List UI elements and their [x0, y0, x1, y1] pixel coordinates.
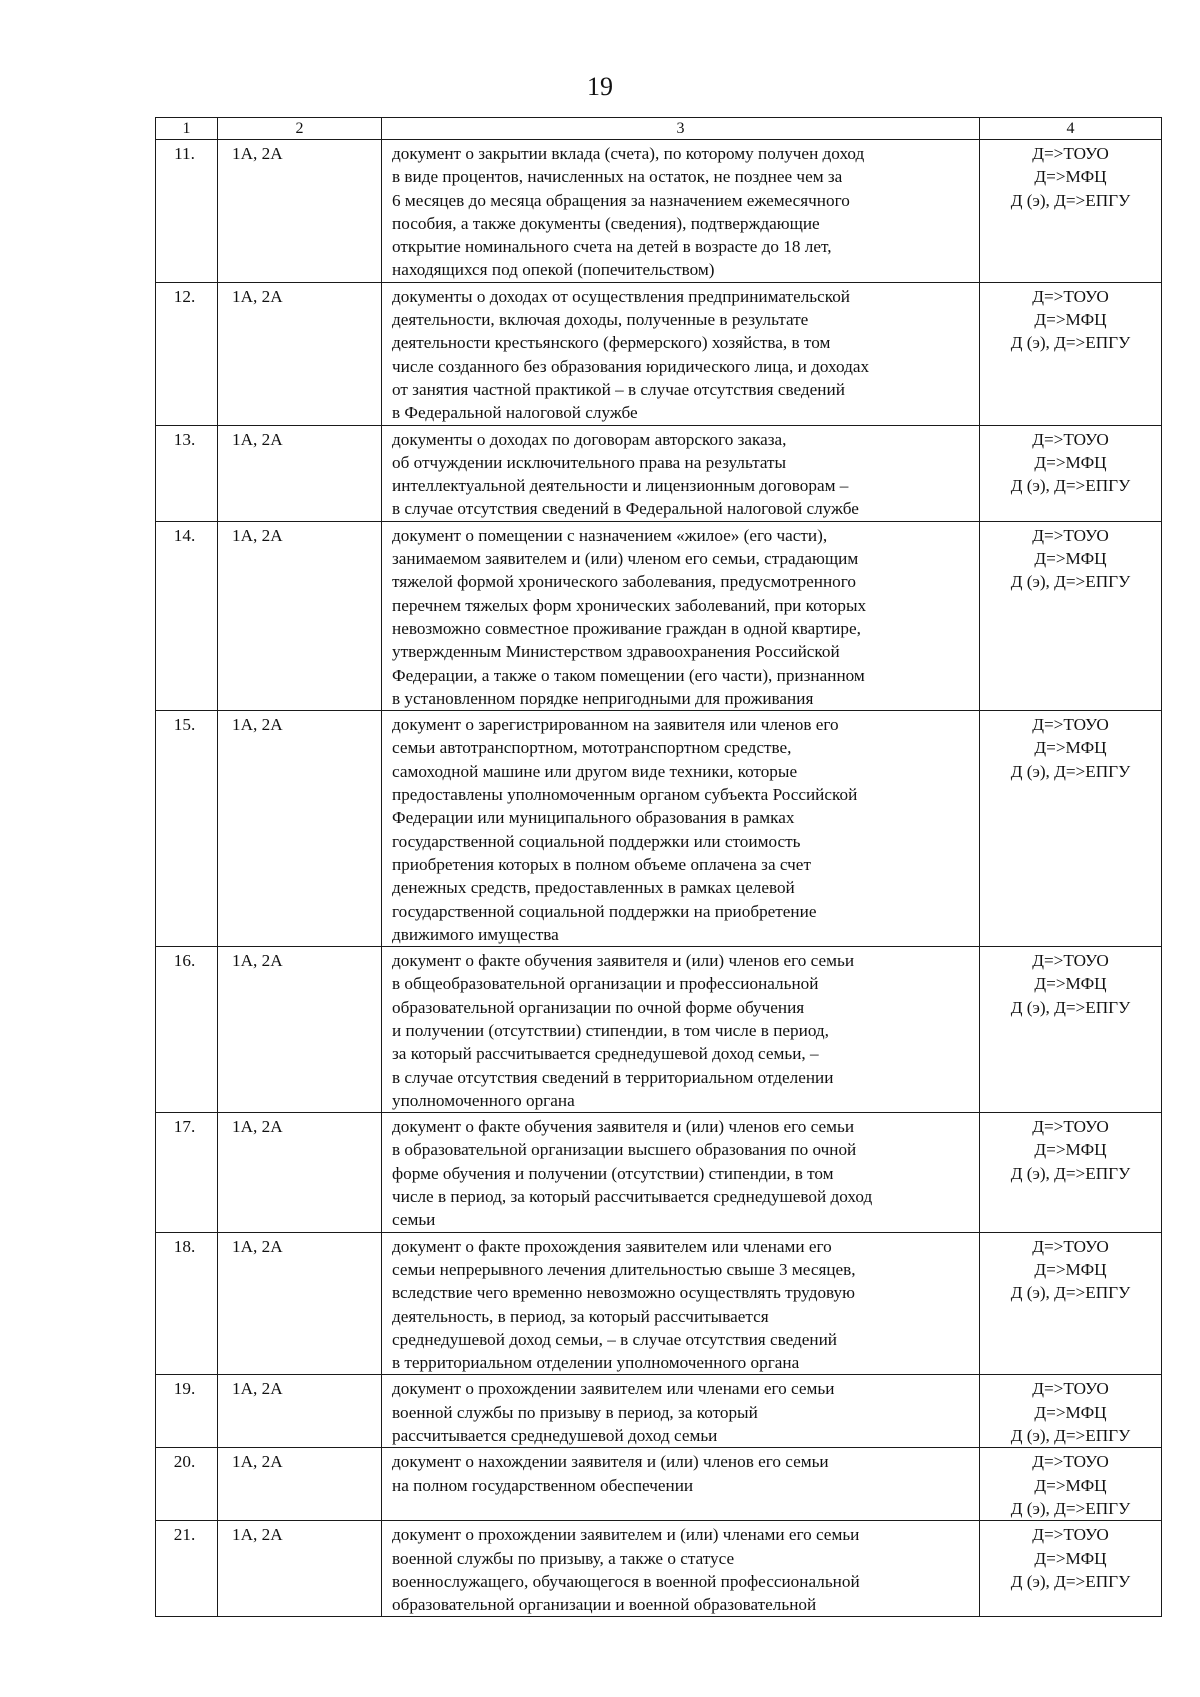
- submission-channel: Д=>ТОУО: [1032, 951, 1109, 971]
- description-line: документ о зарегистрированном на заявителя или членов его: [392, 715, 839, 735]
- description-line: 6 месяцев до месяца обращения за назначением ежемесячного: [392, 190, 850, 210]
- row-number: 16.: [156, 947, 218, 1113]
- row-number: 18.: [156, 1232, 218, 1375]
- description-line: числе в период, за который рассчитывается среднедушевой доход: [392, 1187, 873, 1207]
- description-line: денежных средств, предоставленных в рамках целевой: [392, 878, 795, 898]
- row-number: 19.: [156, 1375, 218, 1448]
- description-line: и получении (отсутствии) стипендии, в том числе в период,: [392, 1020, 829, 1040]
- description-line: в Федеральной налоговой службе: [392, 403, 638, 423]
- description-line: документ о прохождении заявителем и (или) членами его семьи: [392, 1525, 860, 1545]
- description-line: документ о факте обучения заявителя и (или) членов его семьи: [392, 1117, 855, 1137]
- submission-channel: Д (э), Д=>ЕПГУ: [1010, 1163, 1131, 1183]
- description-line: за который рассчитывается среднедушевой доход семьи, –: [392, 1044, 819, 1064]
- submission-channel: Д (э), Д=>ЕПГУ: [1010, 1498, 1131, 1518]
- row-description: [382, 1448, 980, 1521]
- description-line: предоставлены уполномоченным органом субъекта Российской: [392, 785, 858, 805]
- row-number: 12.: [156, 282, 218, 425]
- description-line: документ о факте обучения заявителя и (или) членов его семьи: [392, 951, 855, 971]
- submission-channel: Д=>МФЦ: [1034, 310, 1107, 330]
- submission-channel: Д=>ТОУО: [1032, 286, 1109, 306]
- description-line: пособия, а также документы (сведения), подтверждающие: [392, 213, 820, 233]
- description-line: на полном государственном обеспечении: [392, 1475, 694, 1495]
- description-line: самоходной машине или другом виде техники, которые: [392, 761, 798, 781]
- submission-channel: Д=>МФЦ: [1034, 1259, 1107, 1279]
- description-line: форме обучения и получении (отсутствии) стипендии, в том: [392, 1163, 834, 1183]
- description-line: военной службы по призыву в период, за который: [392, 1402, 758, 1422]
- submission-channel: Д=>МФЦ: [1034, 549, 1107, 569]
- description-line: рассчитывается среднедушевой доход семьи: [392, 1426, 718, 1446]
- description-line: документы о доходах от осуществления предпринимательской: [392, 286, 851, 306]
- table-row: [156, 425, 1162, 521]
- row-submission-channels: [980, 1375, 1162, 1448]
- submission-channel: Д=>ТОУО: [1032, 715, 1109, 735]
- description-line: Федерации или муниципального образования в рамках: [392, 808, 795, 828]
- description-line: семьи: [392, 1210, 436, 1230]
- description-line: семьи автотранспортном, мототранспортном средстве,: [392, 738, 792, 758]
- row-code: 1А, 2А: [218, 1448, 382, 1521]
- row-description: [382, 282, 980, 425]
- description-line: интеллектуальной деятельности и лицензионным договорам –: [392, 476, 849, 496]
- table-row: [156, 282, 1162, 425]
- submission-channel: Д=>МФЦ: [1034, 452, 1107, 472]
- description-line: деятельности крестьянского (фермерского) хозяйства, в том: [392, 333, 831, 353]
- row-number: 21.: [156, 1521, 218, 1617]
- row-submission-channels: [980, 1448, 1162, 1521]
- row-submission-channels: [980, 1521, 1162, 1617]
- submission-channel: Д=>МФЦ: [1034, 974, 1107, 994]
- row-description: [382, 947, 980, 1113]
- row-code: 1А, 2А: [218, 711, 382, 947]
- row-number: 14.: [156, 521, 218, 710]
- description-line: в территориальном отделении уполномоченного органа: [392, 1353, 800, 1373]
- description-line: в установленном порядке непригодными для проживания: [392, 688, 814, 708]
- submission-channel: Д=>ТОУО: [1032, 1379, 1109, 1399]
- description-line: государственной социальной поддержки или стоимость: [392, 831, 801, 851]
- row-submission-channels: [980, 425, 1162, 521]
- description-line: от занятия частной практикой – в случае отсутствия сведений: [392, 379, 845, 399]
- description-line: образовательной организации и военной образовательной: [392, 1595, 817, 1615]
- row-submission-channels: [980, 1232, 1162, 1375]
- row-code: 1А, 2А: [218, 1232, 382, 1375]
- row-description: [382, 1113, 980, 1232]
- table-row: [156, 1113, 1162, 1232]
- description-line: приобретения которых в полном объеме оплачена за счет: [392, 854, 811, 874]
- description-line: деятельности, включая доходы, полученные в результате: [392, 310, 809, 330]
- table-header-row: [156, 118, 1162, 140]
- submission-channel: Д (э), Д=>ЕПГУ: [1010, 476, 1131, 496]
- description-line: деятельность, в период, за который рассчитывается: [392, 1306, 769, 1326]
- description-line: документ о нахождении заявителя и (или) членов его семьи: [392, 1452, 829, 1472]
- submission-channel: Д=>ТОУО: [1032, 1452, 1109, 1472]
- row-description: [382, 1232, 980, 1375]
- description-line: движимого имущества: [392, 924, 559, 944]
- description-line: образовательной организации по очной форме обучения: [392, 997, 805, 1017]
- column-header: 3: [382, 118, 980, 140]
- table-row: [156, 140, 1162, 283]
- row-code: 1А, 2А: [218, 947, 382, 1113]
- row-code: 1А, 2А: [218, 1521, 382, 1617]
- description-line: семьи непрерывного лечения длительностью свыше 3 месяцев,: [392, 1259, 856, 1279]
- description-line: уполномоченного органа: [392, 1090, 575, 1110]
- column-header: 4: [980, 118, 1162, 140]
- row-submission-channels: [980, 140, 1162, 283]
- submission-channel: Д (э), Д=>ЕПГУ: [1010, 190, 1131, 210]
- description-line: среднедушевой доход семьи, – в случае отсутствия сведений: [392, 1329, 837, 1349]
- description-line: занимаемом заявителем и (или) членом его семьи, страдающим: [392, 549, 859, 569]
- row-submission-channels: [980, 1113, 1162, 1232]
- description-line: документ о факте прохождения заявителем или членами его: [392, 1236, 832, 1256]
- row-number: 17.: [156, 1113, 218, 1232]
- row-number: 20.: [156, 1448, 218, 1521]
- row-submission-channels: [980, 711, 1162, 947]
- submission-channel: Д=>ТОУО: [1032, 1525, 1109, 1545]
- submission-channel: Д=>МФЦ: [1034, 1402, 1107, 1422]
- table-body: [156, 140, 1162, 1617]
- submission-channel: Д=>МФЦ: [1034, 738, 1107, 758]
- table-row: [156, 711, 1162, 947]
- submission-channel: Д=>МФЦ: [1034, 1475, 1107, 1495]
- row-submission-channels: [980, 282, 1162, 425]
- description-line: тяжелой формой хронического заболевания, предусмотренного: [392, 572, 856, 592]
- description-line: вследствие чего временно невозможно осуществлять трудовую: [392, 1283, 855, 1303]
- submission-channel: Д=>ТОУО: [1032, 429, 1109, 449]
- submission-channel: Д (э), Д=>ЕПГУ: [1010, 333, 1131, 353]
- submission-channel: Д=>ТОУО: [1032, 1236, 1109, 1256]
- description-line: в общеобразовательной организации и профессиональной: [392, 974, 819, 994]
- description-line: документ о закрытии вклада (счета), по которому получен доход: [392, 144, 865, 163]
- description-line: документы о доходах по договорам авторского заказа,: [392, 429, 787, 449]
- table-row: [156, 947, 1162, 1113]
- description-line: военной службы по призыву, а также о статусе: [392, 1548, 735, 1568]
- row-description: [382, 521, 980, 710]
- description-line: об отчуждении исключительного права на результаты: [392, 452, 787, 472]
- submission-channel: Д (э), Д=>ЕПГУ: [1010, 1426, 1131, 1446]
- page-number: 19: [587, 72, 613, 101]
- row-code: 1А, 2А: [218, 521, 382, 710]
- row-code: 1А, 2А: [218, 282, 382, 425]
- submission-channel: Д=>ТОУО: [1032, 1117, 1109, 1137]
- description-line: военнослужащего, обучающегося в военной профессиональной: [392, 1571, 860, 1591]
- row-description: [382, 1521, 980, 1617]
- submission-channel: Д=>МФЦ: [1034, 1548, 1107, 1568]
- description-line: в виде процентов, начисленных на остаток, не позднее чем за: [392, 167, 843, 187]
- row-submission-channels: [980, 947, 1162, 1113]
- table-row: [156, 1521, 1162, 1617]
- row-description: [382, 1375, 980, 1448]
- row-code: 1А, 2А: [218, 425, 382, 521]
- row-number: 15.: [156, 711, 218, 947]
- description-line: Федерации, а также о таком помещении (его части), признанном: [392, 665, 865, 685]
- description-line: утвержденным Министерством здравоохранения Российской: [392, 642, 840, 662]
- row-code: 1А, 2А: [218, 140, 382, 283]
- submission-channel: Д=>ТОУО: [1032, 525, 1109, 545]
- column-header: 1: [156, 118, 218, 140]
- submission-channel: Д (э), Д=>ЕПГУ: [1010, 997, 1131, 1017]
- submission-channel: Д=>ТОУО: [1032, 144, 1109, 163]
- description-line: числе созданного без образования юридического лица, и доходах: [392, 356, 870, 376]
- documents-table: [155, 117, 1162, 1617]
- row-number: 13.: [156, 425, 218, 521]
- description-line: находящихся под опекой (попечительством): [392, 260, 715, 280]
- table-row: [156, 1375, 1162, 1448]
- row-description: [382, 425, 980, 521]
- submission-channel: Д (э), Д=>ЕПГУ: [1010, 572, 1131, 592]
- table-row: [156, 521, 1162, 710]
- table-row: [156, 1232, 1162, 1375]
- submission-channel: Д=>МФЦ: [1034, 167, 1107, 187]
- description-line: документ о помещении с назначением «жилое» (его части),: [392, 525, 828, 545]
- submission-channel: Д (э), Д=>ЕПГУ: [1010, 761, 1131, 781]
- row-description: [382, 140, 980, 283]
- submission-channel: Д (э), Д=>ЕПГУ: [1010, 1571, 1131, 1591]
- description-line: открытие номинального счета на детей в возрасте до 18 лет,: [392, 237, 832, 257]
- column-header: 2: [218, 118, 382, 140]
- description-line: документ о прохождении заявителем или членами его семьи: [392, 1379, 835, 1399]
- row-description: [382, 711, 980, 947]
- description-line: в случае отсутствия сведений в Федеральной налоговой службе: [392, 499, 859, 519]
- submission-channel: Д=>МФЦ: [1034, 1140, 1107, 1160]
- row-code: 1А, 2А: [218, 1113, 382, 1232]
- description-line: государственной социальной поддержки на приобретение: [392, 901, 817, 921]
- submission-channel: Д (э), Д=>ЕПГУ: [1010, 1283, 1131, 1303]
- row-code: 1А, 2А: [218, 1375, 382, 1448]
- description-line: невозможно совместное проживание граждан в одной квартире,: [392, 618, 861, 638]
- description-line: в случае отсутствия сведений в территориальном отделении: [392, 1067, 834, 1087]
- row-submission-channels: [980, 521, 1162, 710]
- description-line: в образовательной организации высшего образования по очной: [392, 1140, 857, 1160]
- row-number: 11.: [156, 140, 218, 283]
- description-line: перечнем тяжелых форм хронических заболеваний, при которых: [392, 595, 867, 615]
- table-row: [156, 1448, 1162, 1521]
